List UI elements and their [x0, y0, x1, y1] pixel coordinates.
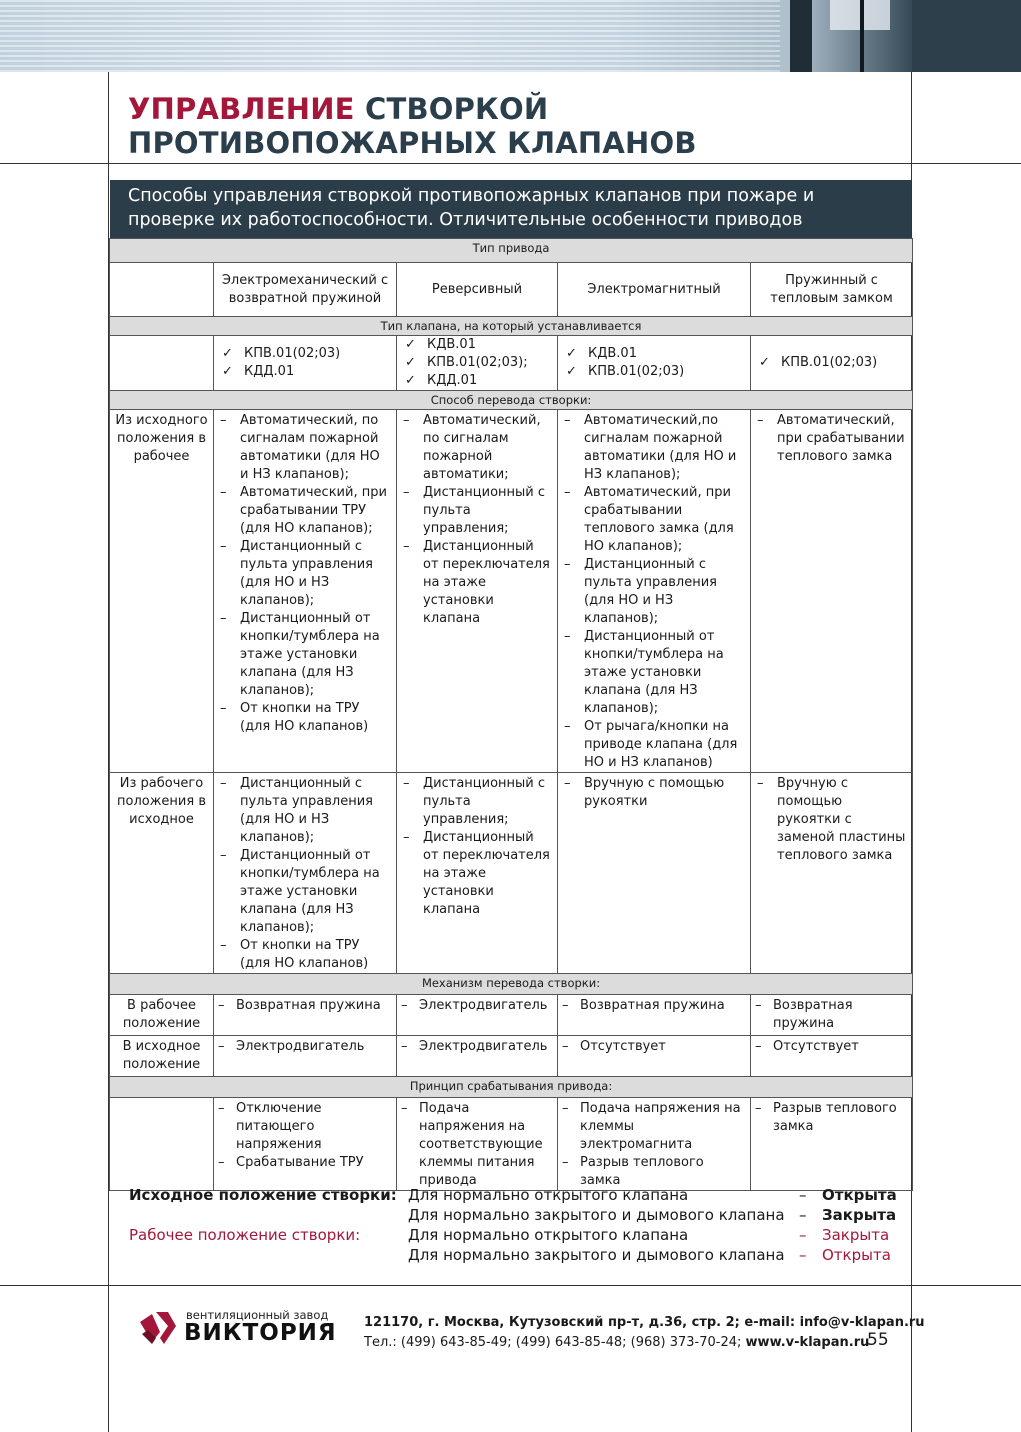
transfer-cell — [397, 773, 558, 974]
mechanism-cell: – Электродвигатель — [397, 995, 558, 1036]
legend-desc: Для нормально закрытого и дымового клапана — [408, 1246, 785, 1264]
row-label-to-initial: Из рабочего положения в исходное — [110, 773, 214, 974]
list-item: ✓ КПВ.01(02;03); — [427, 354, 553, 372]
list-item: ✓ КПВ.01(02;03) — [244, 345, 392, 363]
logo-subtitle: вентиляционный завод — [186, 1308, 329, 1322]
section-drive-type: Тип привода — [110, 239, 913, 263]
section-valve-type: Тип клапана, на который устанавливается — [110, 317, 913, 336]
principle-cell — [558, 1098, 751, 1191]
mechanism-cell: – Возвратная пружина — [214, 995, 397, 1036]
section-transfer-method: Способ перевода створки: — [110, 391, 913, 410]
empty-row-label-cell — [110, 1098, 214, 1191]
list-item: – Подача напряжения на клеммы электромагнита — [580, 1100, 744, 1154]
list-item: – Дистанционный от кнопки/тумблера на этаже установки клапана (для НЗ клапанов); — [240, 847, 390, 937]
legend-value: Закрыта — [822, 1206, 897, 1224]
legend-row — [129, 1225, 899, 1245]
list-item: – Автоматический, при срабатывании теплового замка — [777, 412, 906, 466]
list-item: – Дистанционный с пульта управления (для НО и НЗ клапанов); — [240, 775, 390, 847]
page-title: УПРАВЛЕНИЕ СТВОРКОЙ ПРОТИВОПОЖАРНЫХ КЛАПАНОВ — [128, 92, 697, 160]
list-item: – Дистанционный от кнопки/тумблера на этаже установки клапана (для НЗ клапанов); — [240, 610, 390, 700]
transfer-cell — [214, 410, 397, 773]
logo-name: ВИКТОРИЯ — [184, 1320, 337, 1346]
transfer-cell — [397, 410, 558, 773]
table-subtitle: Способы управления створкой противопожарных клапанов при пожаре и проверке их работоспособности. Отличительные особенности приводов — [110, 180, 911, 238]
drive-comparison-table — [109, 238, 913, 1191]
list-item: – Дистанционный с пульта управления; — [423, 484, 551, 538]
list-item: – Срабатывание ТРУ — [236, 1154, 390, 1172]
list-item: – Дистанционный с пульта управления (для НО и НЗ клапанов); — [240, 538, 390, 610]
legend-working-label: Рабочее положение створки: — [129, 1226, 361, 1244]
legend-row — [129, 1185, 899, 1205]
mechanism-cell: – Отсутствует — [558, 1036, 751, 1077]
row-label-to-working: Из исходного положения в рабочее — [110, 410, 214, 773]
list-item: – Разрыв теплового замка — [773, 1100, 906, 1136]
list-item: – Дистанционный с пульта управления; — [423, 775, 551, 829]
row-label-mech-initial: В исходное положение — [110, 1036, 214, 1077]
legend-desc: Для нормально закрытого и дымового клапана — [408, 1206, 785, 1224]
legend-row — [129, 1205, 899, 1225]
principle-cell — [751, 1098, 913, 1191]
list-item: – Отключение питающего напряжения — [236, 1100, 390, 1154]
list-item: ✓ КДВ.01 — [588, 345, 746, 363]
footer-divider-line — [0, 1285, 1021, 1286]
list-item: – Подача напряжения на соответствующие клеммы питания привода — [419, 1100, 551, 1190]
list-item: – Вручную с помощью рукоятки с заменой пластины теплового замка — [777, 775, 906, 865]
valve-types-cell — [751, 336, 913, 391]
legend-value: Закрыта — [822, 1226, 890, 1244]
drive-type-header: Реверсивный — [397, 263, 558, 317]
legend-desc: Для нормально открытого клапана — [408, 1186, 689, 1204]
drive-type-header: Электромеханический с возвратной пружиной — [214, 263, 397, 317]
principle-cell — [397, 1098, 558, 1191]
list-item: ✓ КДВ.01 — [427, 336, 553, 354]
empty-row-label-cell — [110, 336, 214, 391]
legend-desc: Для нормально открытого клапана — [408, 1226, 689, 1244]
legend-initial-label: Исходное положение створки: — [129, 1186, 397, 1204]
valve-types-cell — [214, 336, 397, 391]
list-item: – Вручную с помощью рукоятки — [584, 775, 744, 811]
legend-value: Открыта — [822, 1186, 897, 1204]
list-item: – От рычага/кнопки на приводе клапана (для НО и НЗ клапанов) — [584, 718, 744, 772]
mechanism-cell: – Отсутствует — [751, 1036, 913, 1077]
position-legend — [129, 1185, 899, 1265]
list-item: – Автоматический, при срабатывании теплового замка (для НО клапанов); — [584, 484, 744, 556]
mechanism-cell: – Возвратная пружина — [751, 995, 913, 1036]
legend-dash: – — [799, 1226, 807, 1244]
page-number: 55 — [867, 1330, 889, 1350]
legend-dash: – — [799, 1206, 807, 1224]
legend-dash: – — [799, 1246, 807, 1264]
mechanism-cell: – Электродвигатель — [214, 1036, 397, 1077]
address-line: 121170, г. Москва, Кутузовский пр-т, д.36, стр. 2; e-mail: info@v-klapan.ru — [364, 1315, 925, 1330]
list-item: – Дистанционный с пульта управления (для НО и НЗ клапанов); — [584, 556, 744, 628]
header-photo-band — [0, 0, 1021, 72]
list-item: – От кнопки на ТРУ (для НО клапанов) — [240, 700, 390, 736]
site-link[interactable]: www.v-klapan.ru — [745, 1335, 870, 1350]
list-item: ✓ КДД.01 — [244, 363, 392, 381]
title-divider-line — [0, 163, 1021, 164]
phones-text: Тел.: (499) 643-85-49; (499) 643-85-48; (968) 373-70-24; — [364, 1335, 746, 1350]
list-item: – Автоматический, по сигналам пожарной автоматики; — [423, 412, 551, 484]
empty-corner-cell — [110, 263, 214, 317]
transfer-cell — [558, 773, 751, 974]
logo-mark-icon — [138, 1308, 178, 1348]
row-label-mech-working: В рабочее положение — [110, 995, 214, 1036]
legend-value: Открыта — [822, 1246, 891, 1264]
mechanism-cell: – Электродвигатель — [397, 1036, 558, 1077]
legend-row — [129, 1245, 899, 1265]
list-item: – Дистанционный от переключателя на этаже установки клапана — [423, 538, 551, 628]
list-item: – Автоматический, по сигналам пожарной автоматики (для НО и НЗ клапанов); — [240, 412, 390, 484]
list-item: ✓ КПВ.01(02;03) — [588, 363, 746, 381]
company-logo — [138, 1306, 338, 1352]
drive-type-header: Электромагнитный — [558, 263, 751, 317]
contact-info — [364, 1313, 925, 1353]
list-item: – Автоматический, при срабатывании ТРУ (для НО клапанов); — [240, 484, 390, 538]
list-item: – Дистанционный от кнопки/тумблера на этаже установки клапана (для НЗ клапанов); — [584, 628, 744, 718]
transfer-cell — [751, 410, 913, 773]
section-mechanism: Механизм перевода створки: — [110, 974, 913, 995]
valve-types-cell — [397, 336, 558, 391]
transfer-cell — [214, 773, 397, 974]
list-item: ✓ КДД.01 — [427, 372, 553, 390]
list-item: – От кнопки на ТРУ (для НО клапанов) — [240, 937, 390, 973]
principle-cell — [214, 1098, 397, 1191]
legend-dash: – — [799, 1186, 807, 1204]
drive-type-header: Пружинный с тепловым замком — [751, 263, 913, 317]
list-item: – Дистанционный от переключателя на этаже установки клапана — [423, 829, 551, 919]
mechanism-cell: – Возвратная пружина — [558, 995, 751, 1036]
transfer-cell — [558, 410, 751, 773]
list-item: – Разрыв теплового замка — [580, 1154, 744, 1190]
transfer-cell — [751, 773, 913, 974]
valve-types-cell — [558, 336, 751, 391]
list-item: – Автоматический,по сигналам пожарной автоматики (для НО и НЗ клапанов); — [584, 412, 744, 484]
list-item: ✓ КПВ.01(02;03) — [781, 354, 908, 372]
section-principle: Принцип срабатывания привода: — [110, 1077, 913, 1098]
phones-line — [364, 1333, 925, 1353]
